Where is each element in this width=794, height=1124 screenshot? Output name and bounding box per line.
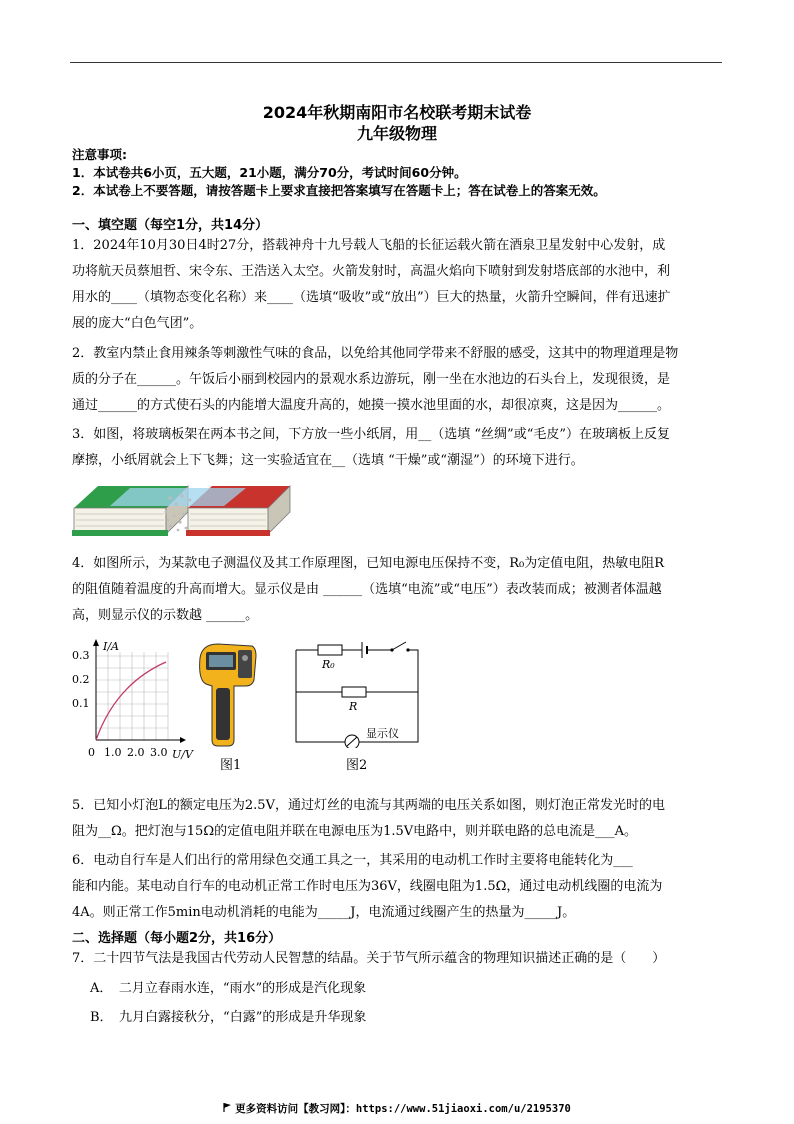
graph-xlabel: U/V bbox=[172, 748, 193, 761]
footer-link[interactable]: 更多资料访问【教习网】：https://www.51jiaoxi.com/u/2195370 bbox=[235, 1103, 571, 1115]
q6-line: 6．电动自行车是人们出行的常用绿色交通工具之一，其采用的电动机工作时主要将电能转化为___ bbox=[72, 853, 633, 868]
note-item: 2．本试卷上不要答题，请按答题卡上要求直接把答案填写在答题卡上；答在试卷上的答案无效。 bbox=[72, 183, 606, 198]
q2-line: 2．教室内禁止食用辣条等刺激性气味的食品，以免给其他同学带来不舒服的感受，这其中的物理道理是物 bbox=[72, 346, 679, 361]
xtick: 3.0 bbox=[150, 746, 168, 759]
figure1-caption: 图1 bbox=[220, 758, 242, 773]
q2-line: 通过______的方式使石头的内能增大温度升高的，她摸一摸水池里面的水，却很凉爽，这是因为______。 bbox=[72, 398, 671, 413]
q1-line: 1．2024年10月30日4时27分，搭载神舟十九号载人飞船的长征运载火箭在酒泉卫星发射中心发射，成 bbox=[72, 238, 666, 253]
q7-stem: 7．二十四节气法是我国古代劳动人民智慧的结晶。关于节气所示蕴含的物理知识描述正确的是（ ） bbox=[72, 951, 666, 966]
footer bbox=[0, 1101, 794, 1116]
books-glass-figure bbox=[70, 478, 300, 544]
graph-ylabel: I/A bbox=[103, 640, 119, 653]
q4-line: 的阻值随着温度的升高而增大。显示仪是由 ______（选填“电流”或“电压”）表改装而成；被测者体温越 bbox=[72, 582, 662, 597]
section1-heading: 一、填空题（每空1分，共14分） bbox=[72, 218, 269, 233]
q1-line: 功将航天员蔡旭哲、宋令东、王浩送入太空。火箭发射时，高温火焰向下喷射到发射塔底部的水池中，利 bbox=[72, 264, 671, 279]
circuit-diagram bbox=[292, 636, 432, 748]
flag-icon bbox=[223, 1103, 231, 1112]
label-r0: R₀ bbox=[322, 658, 335, 671]
notes-heading: 注意事项: bbox=[72, 147, 127, 162]
q6-line: 能和内能。某电动自行车的电动机正常工作时电压为36V，线圈电阻为1.5Ω，通过电动机线圈的电流为 bbox=[72, 879, 663, 894]
xtick: 2.0 bbox=[127, 746, 145, 759]
ytick: 0.1 bbox=[72, 697, 90, 710]
q5-line: 5．已知小灯泡L的额定电压为2.5V，通过灯丝的电流与其两端的电压关系如图，则灯泡正常发光时的电 bbox=[72, 798, 665, 813]
q7-option-b: B． 九月白露接秋分，“白露”的形成是升华现象 bbox=[90, 1010, 367, 1025]
xtick: 1.0 bbox=[104, 746, 122, 759]
exam-title: 2024年秋期南阳市名校联考期末试卷 bbox=[262, 103, 532, 122]
q3-line: 摩擦，小纸屑就会上下飞舞；这一实验适宜在__（选填 “干燥”或“潮湿”）的环境下进行。 bbox=[72, 453, 584, 468]
exam-subtitle: 九年级物理 bbox=[356, 124, 437, 143]
xtick: 0 bbox=[88, 746, 95, 759]
graph-grid bbox=[96, 652, 168, 740]
resistor-r bbox=[342, 687, 366, 697]
section2-heading: 二、选择题（每小题2分，共16分） bbox=[72, 931, 282, 946]
ytick: 0.2 bbox=[72, 673, 90, 686]
q6-line: 4A。则正常工作5min电动机消耗的电能为_____J，电流通过线圈产生的热量为_____J。 bbox=[72, 905, 576, 920]
ytick: 0.3 bbox=[72, 649, 90, 662]
q5-line: 阻为__Ω。把灯泡与15Ω的定值电阻并联在电源电压为1.5V电路中，则并联电路的总电流是___A。 bbox=[72, 824, 638, 839]
q3-line: 3．如图，将玻璃板架在两本书之间，下方放一些小纸屑，用__（选填 “丝绸”或“毛皮”）在玻璃板上反复 bbox=[72, 427, 670, 442]
q4-line: 高，则显示仪的示数越 ______。 bbox=[72, 608, 259, 623]
q1-line: 展的庞大“白色气团”。 bbox=[72, 316, 203, 331]
note-item: 1．本试卷共6小页，五大题，21小题，满分70分，考试时间60分钟。 bbox=[72, 165, 467, 180]
iu-graph bbox=[68, 634, 208, 776]
glass-plate bbox=[110, 488, 246, 506]
top-rule bbox=[70, 62, 722, 63]
label-meter: 显示仪 bbox=[366, 727, 399, 740]
switch bbox=[392, 642, 406, 650]
figure2-caption: 图2 bbox=[346, 758, 368, 773]
resistor-r0 bbox=[318, 645, 342, 655]
q4-line: 4．如图所示，为某款电子测温仪及其工作原理图，已知电源电压保持不变，R₀为定值电阻，热敏电阻R bbox=[72, 556, 665, 571]
label-r: R bbox=[349, 700, 358, 713]
thermometer-gun bbox=[194, 640, 260, 750]
q7-option-a: A． 二月立春雨水连，“雨水”的形成是汽化现象 bbox=[90, 981, 367, 996]
q2-line: 质的分子在______。午饭后小丽到校园内的景观水系边游玩，刚一坐在水池边的石头台上，发现很烫，是 bbox=[72, 372, 671, 387]
q1-line: 用水的____（填物态变化名称）来____（选填“吸收”或“放出”）巨大的热量，火箭升空瞬间，伴有迅速扩 bbox=[72, 290, 671, 305]
